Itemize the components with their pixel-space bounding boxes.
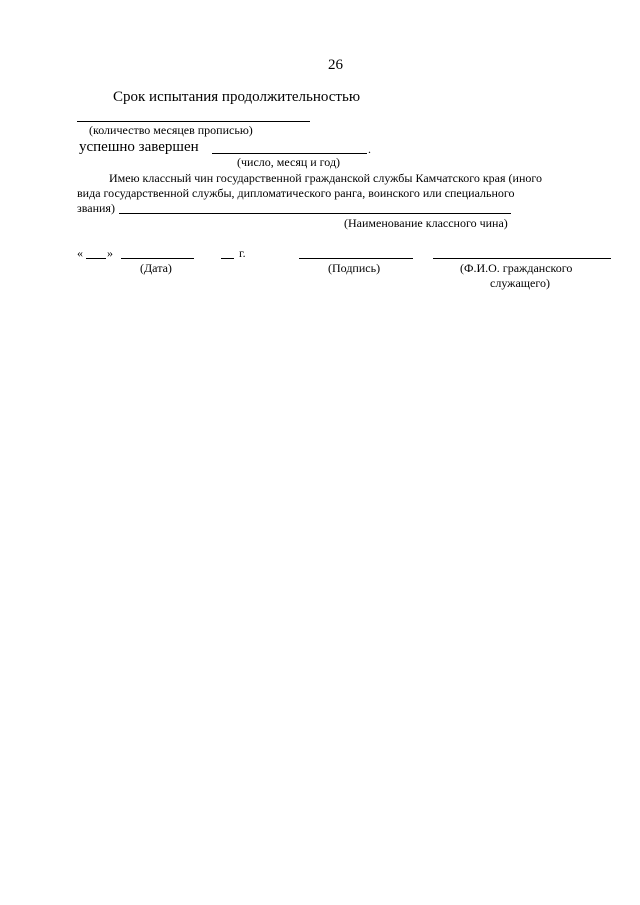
months-fill-line[interactable] (77, 121, 310, 122)
year-suffix: г. (239, 246, 246, 260)
signature-fill-line[interactable] (299, 258, 413, 259)
class-rank-fill-line[interactable] (119, 213, 511, 214)
month-fill-line[interactable] (121, 258, 194, 259)
day-fill-line[interactable] (86, 258, 106, 259)
class-rank-caption: (Наименование классного чина) (344, 216, 508, 230)
year-fill-line[interactable] (221, 258, 234, 259)
full-name-caption-line-1: (Ф.И.О. гражданского (460, 261, 573, 275)
class-rank-line-3: звания) (77, 201, 115, 215)
class-rank-line-1: Имею классный чин государственной гражданской службы Камчатского края (иного (109, 171, 542, 185)
period-end-dot: . (368, 142, 371, 156)
class-rank-line-2: вида государственной службы, дипломатического ранга, воинского или специального (77, 186, 515, 200)
full-name-caption-line-2: служащего) (490, 276, 550, 290)
completed-label: успешно завершен (79, 139, 199, 155)
date-quote-close: » (107, 246, 113, 260)
full-name-fill-line[interactable] (433, 258, 611, 259)
signature-caption: (Подпись) (328, 261, 381, 275)
page-number: 26 (328, 57, 343, 73)
completion-date-caption: (число, месяц и год) (237, 155, 341, 169)
date-quote-open: « (77, 246, 83, 260)
probation-title: Срок испытания продолжительностью (113, 89, 361, 105)
completion-date-line[interactable] (212, 153, 367, 154)
months-caption: (количество месяцев прописью) (89, 123, 253, 137)
date-caption: (Дата) (140, 261, 172, 275)
